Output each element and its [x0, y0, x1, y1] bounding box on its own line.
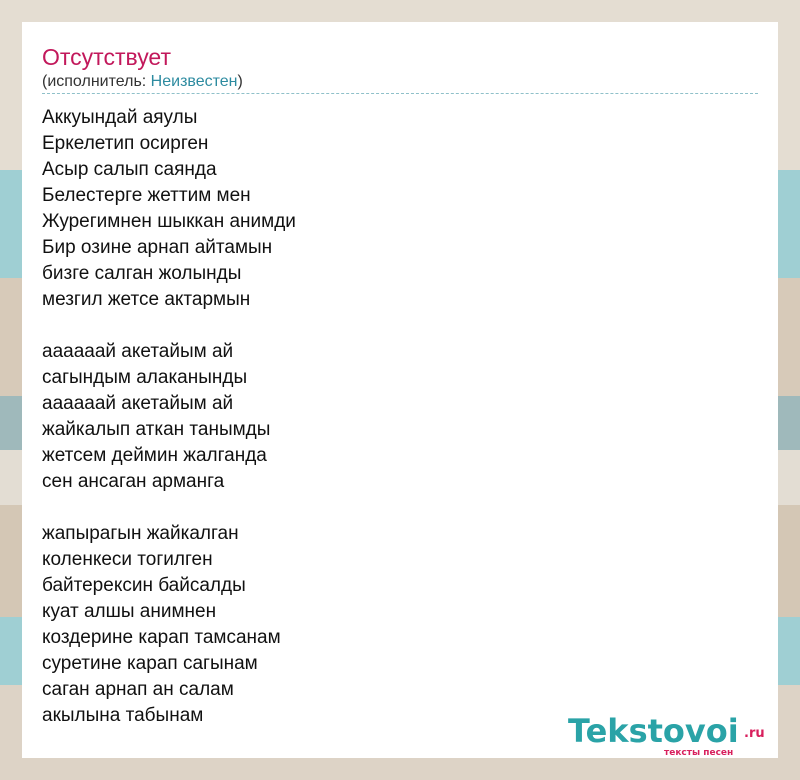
logo-tagline: тексты песен [664, 748, 734, 758]
lyrics-line: коздерине карап тамсанам [42, 627, 281, 648]
lyrics-verse [42, 105, 296, 313]
lyrics-line: Белестерге жеттим мен [42, 185, 251, 206]
lyrics-line: жапырагын жайкалган [42, 523, 239, 544]
lyrics-line: Журегимнен шыккан анимди [42, 211, 296, 232]
site-logo[interactable] [568, 712, 778, 758]
lyrics-line: бизге салган жолынды [42, 263, 242, 284]
artist-link[interactable]: Неизвестен [150, 73, 238, 90]
lyrics-line: куат алшы анимнен [42, 601, 217, 622]
lyrics-line: Асыр салып саянда [42, 159, 217, 180]
lyrics-line: Бир озине арнап айтамын [42, 237, 273, 258]
lyrics-line: суретине карап сагынам [42, 653, 258, 674]
lyrics-card [22, 22, 778, 758]
lyrics-line: мезгил жетсе актармын [42, 289, 251, 310]
artist-suffix: ) [237, 73, 243, 90]
artist-line [42, 73, 243, 91]
lyrics-line: коленкеси тогилген [42, 549, 213, 570]
song-title: Отсутствует [42, 44, 171, 70]
artist-prefix: (исполнитель: [42, 73, 151, 90]
lyrics-line: Еркелетип осирген [42, 133, 209, 154]
lyrics-verse [42, 339, 296, 495]
lyrics-line: Аккуындай аяулы [42, 107, 198, 128]
title-divider [42, 93, 758, 94]
lyrics-line: жетсем деймин жалганда [42, 445, 267, 466]
lyrics-line: саган арнап ан салам [42, 679, 234, 700]
lyrics-line: аааааай акетайым ай [42, 393, 234, 414]
lyrics-line: сен ансаган арманга [42, 471, 225, 492]
lyrics-line: аааааай акетайым ай [42, 341, 234, 362]
lyrics-verse [42, 521, 296, 729]
lyrics-line: акылына табынам [42, 705, 204, 726]
lyrics-line: сагындым алаканынды [42, 367, 248, 388]
lyrics-body [42, 105, 296, 729]
lyrics-line: жайкалып аткан танымды [42, 419, 271, 440]
logo-domain: .ru [744, 726, 765, 741]
lyrics-line: байтерексин байсалды [42, 575, 246, 596]
logo-wordmark: Tekstovoi [568, 712, 739, 750]
